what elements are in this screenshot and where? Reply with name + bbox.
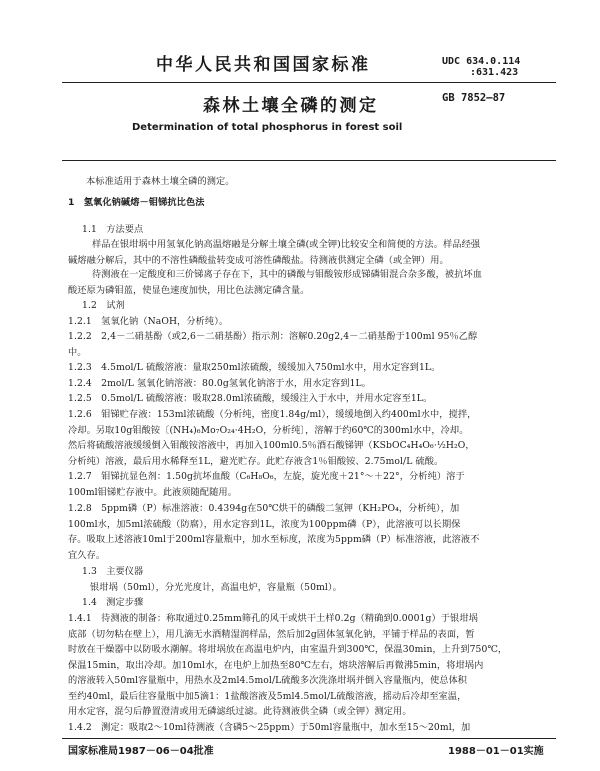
clause-1-2-5: 1.2.5 0.5mol/L 硫酸溶液：吸取28.0ml浓硫酸，缓缓注入于水中，并用水定容至1L。 <box>68 393 433 404</box>
footer-divider <box>62 738 556 739</box>
clause-1-4-2: 1.4.2 测定：吸取2～10ml待测液（含磷5～25ppm）于50ml容量瓶中，加水至15～20ml，加 <box>68 722 471 733</box>
text-line: 碱熔融分解后，其中的不溶性磷酸盐转变成可溶性磷酸盐。待测液供测定全磷（或全钾）用。 <box>68 254 449 266</box>
gb-number: GB 7852—87 <box>442 92 506 104</box>
document-title-english: Determination of total phosphorus in forest soil <box>132 122 403 133</box>
text-line: 1.2.8 5ppm磷（P）标准溶液：0.4394g在50℃烘干的磷酸二氢钾（KH₂PO₄，分析纯），加 <box>68 503 460 514</box>
udc-code: UDC 634.0.114 <box>442 56 521 67</box>
text-line: 1.2.2 2,4－二硝基酚（或2,6－二硝基酚）指示剂：溶解0.20g2,4－二硝基酚于100ml 95％乙醇 <box>68 331 478 342</box>
text-line: 至约40ml，最后往容量瓶中加5滴1：1盐酸溶液及5ml4.5mol/L硫酸溶液，摇动后冷却至室温， <box>68 690 467 702</box>
text-line: 然后将硫酸溶液缓缓倒入钼酸铵溶液中，再加入100ml0.5％酒石酸锑钾（KSbOC₄H₄O₆·½H₂O， <box>68 440 475 451</box>
text-line: 的溶液转入50ml容量瓶中，用热水及2ml4.5mol/L硫酸多次洗涤坩埚并倒入容量瓶内，使总体积 <box>68 675 468 686</box>
text-line: 100ml水，加5ml浓硫酸（防腐），用水定容到1L，浓度为100ppm磷（P），此溶液可以长期保 <box>68 518 461 530</box>
text-line: 100ml钼锑贮存液中。此液须随配随用。 <box>68 486 237 498</box>
text-line: 用水定容，混匀后静置澄清或用无磷滤纸过滤。此待测液供全磷（或全钾）测定用。 <box>68 706 412 717</box>
approval-date: 国家标准局1987－06－04批准 <box>68 746 214 757</box>
text-line: 保温15min，取出冷却。加10ml水，在电炉上加热至80℃左右，熔块溶解后再微沸5min，将坩埚内 <box>68 659 484 671</box>
text-line: 1.2.7 钼锑抗显色剂：1.50g抗坏血酸（C₆H₈O₆，左旋，旋光度＋21°～＋22°，分析纯）溶于 <box>68 471 465 482</box>
clause-1-2-6 <box>68 407 558 469</box>
clause-1-2-2 <box>68 329 558 360</box>
title-divider <box>62 160 556 161</box>
text-line: 宜久存。 <box>68 549 106 561</box>
text-line: 存。吸取上述溶液10ml于200ml容量瓶中，加水至标度，浓度为5ppm磷（P）标准溶液，此溶液不 <box>68 534 480 545</box>
text-line: 中。 <box>68 346 87 358</box>
section-1-3-heading: 1.3 主要仪器 <box>82 566 144 577</box>
text-line: 分析纯）溶液，最后用水稀释至1L，避光贮存。此贮存液含1％钼酸铵、2.75mol/L 硫酸。 <box>68 455 444 467</box>
clause-1-2-1: 1.2.1 氢氧化钠（NaOH，分析纯）。 <box>68 316 229 327</box>
section-1-2-heading: 1.2 试剂 <box>82 300 125 311</box>
method-principle-paragraph-2 <box>68 267 558 298</box>
clause-1-2-4: 1.2.4 2mol/L 氢氧化钠溶液：80.0g氢氧化钠溶于水，用水定容到1L。 <box>68 378 372 389</box>
section-1-heading: 1 氢氧化钠碱熔－钼锑抗比色法 <box>68 197 205 208</box>
instrument-list: 银坩埚（50ml），分光光度计，高温电炉，容量瓶（50ml）。 <box>90 582 342 593</box>
text-line: 待测液在一定酸度和三价锑离子存在下，其中的磷酸与钼酸铵形成锑磷钼混合杂多酸，被抗坏血 <box>92 269 483 280</box>
text-line: 底部（切勿粘在壁上），用几滴无水酒精湿润样品，然后加2g固体氢氧化钠，平铺于样品的表面，暂 <box>68 628 475 640</box>
clause-1-2-3: 1.2.3 4.5mol/L 硫酸溶液：量取250ml浓硫酸，缓缓加入750ml水中，用水定容到1L。 <box>68 362 441 373</box>
section-1-1-heading: 1.1 方法要点 <box>82 224 144 235</box>
text-line: 1.4.1 待测液的制备：称取通过0.25mm筛孔的风干或烘干土样0.2g（精确到0.0001g）于银坩埚 <box>68 613 478 624</box>
section-1-4-heading: 1.4 测定步骤 <box>82 597 144 608</box>
udc-code-sub: :631.423 <box>470 67 519 78</box>
clause-1-2-8 <box>68 501 558 563</box>
text-line: 酸还原为磷钼蓝，使显色速度加快，用比色法测定磷含量。 <box>68 284 310 296</box>
header-divider <box>62 82 556 83</box>
text-line: 1.2.6 钼锑贮存液：153ml浓硫酸（分析纯，密度1.84g/ml），缓缓地倒入约400ml水中，搅拌， <box>68 409 477 420</box>
clause-1-4-1 <box>68 611 558 720</box>
text-line: 样品在银坩埚中用氢氧化钠高温熔融是分解土壤全磷(或全钾)比较安全和简便的方法。样品经强 <box>92 239 481 250</box>
text-line: 时放在干燥器中以防吸水潮解。将坩埚放在高温电炉内，由室温升到300℃，保温30min，上升到750℃， <box>68 644 508 655</box>
effective-date: 1988－01－01实施 <box>448 746 544 757</box>
method-principle-paragraph-1 <box>68 237 558 268</box>
clause-1-2-7 <box>68 469 558 500</box>
national-standard-header: 中华人民共和国国家标准 <box>156 55 371 75</box>
scope-statement: 本标准适用于森林土壤全磷的测定。 <box>86 176 235 187</box>
text-line: 冷却。另取10g钼酸铵〔(NH₄)₆Mo₇O₂₄·4H₂O，分析纯〕，溶解于约60℃的300ml水中，冷却。 <box>68 424 469 436</box>
document-title: 森林土壤全磷的测定 <box>203 96 379 116</box>
